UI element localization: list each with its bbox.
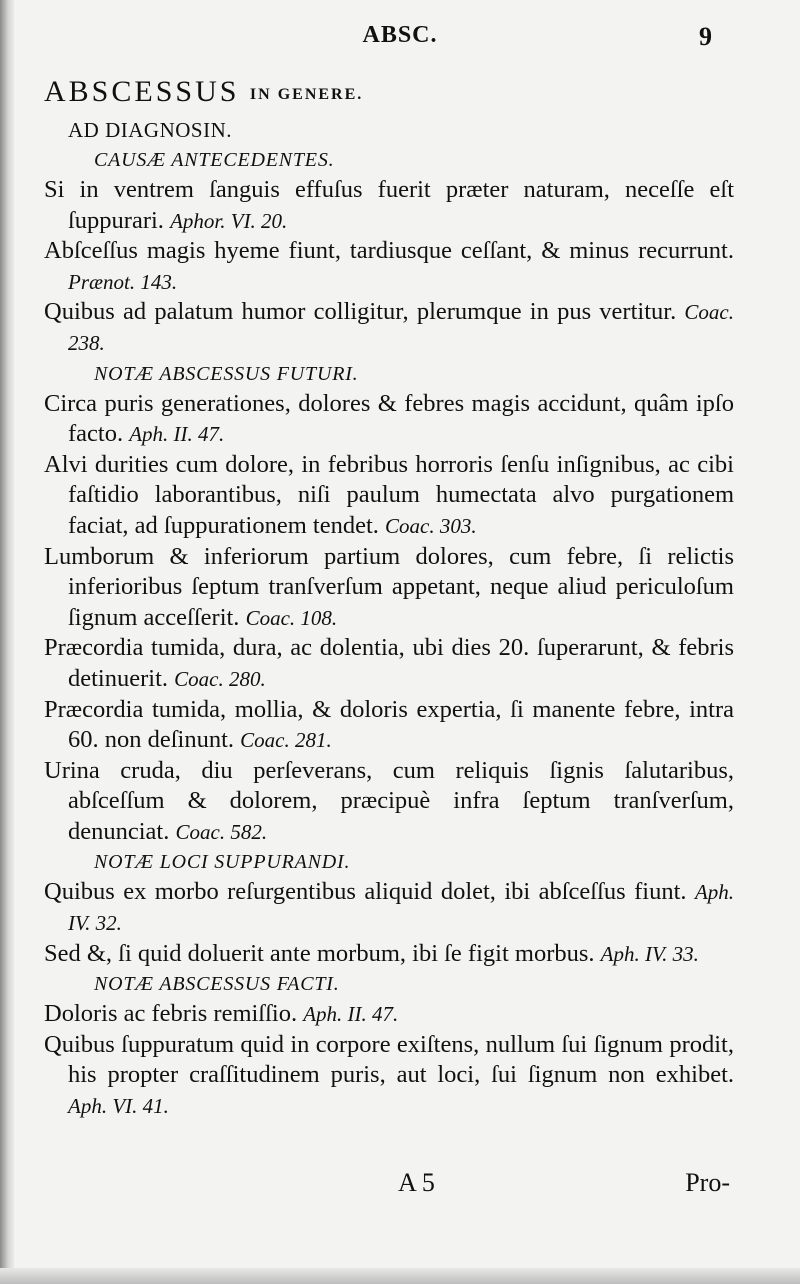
chapter-title-sub: IN GENERE. — [249, 86, 364, 103]
chapter-title-main: ABSCESSUS — [44, 75, 240, 108]
aphorism-entry — [44, 939, 734, 970]
aphorism-entry — [44, 633, 734, 694]
entry-text: Si in ventrem ſanguis effuſus fuerit præter naturam, neceſſe eſt ſuppurari. — [44, 176, 734, 234]
entry-text: Urina cruda, diu perſeverans, cum reliquis ſignis ſalutaribus, abſceſſum & dolorem, præcipuè infra ſeptum tranſverſum, denunciat. — [44, 756, 734, 845]
chapter-title — [44, 72, 734, 115]
entry-reference: Aph. II. 47. — [303, 1002, 399, 1027]
entry-text: Quibus ex morbo reſurgentibus aliquid dolet, ibi abſceſſus fiunt. — [44, 878, 687, 906]
entry-text: Sed &, ſi quid doluerit ante morbum, ibi ſe figit morbus. — [44, 939, 595, 967]
section-heading-notae-facti: NOTÆ ABSCESSUS FACTI. — [94, 973, 340, 996]
aphorism-entry — [44, 695, 734, 756]
entry-text: Abſceſſus magis hyeme fiunt, tardiusque ceſſant, & minus recurrunt. — [44, 237, 734, 265]
entry-reference: Coac. 582. — [175, 819, 268, 844]
aphorism-entry — [44, 756, 734, 848]
aphorism-entry — [44, 236, 734, 297]
aphorism-entry — [44, 877, 734, 938]
aphorism-entry — [44, 389, 734, 450]
entry-text: Præcordia tumida, dura, ac dolentia, ubi dies 20. ſuperarunt, & febris detinuerit. — [44, 634, 734, 692]
aphorism-entry — [44, 542, 734, 634]
section-heading-notae-loci: NOTÆ LOCI SUPPURANDI. — [94, 851, 351, 874]
page-gutter-shadow — [0, 0, 14, 1284]
aphorism-entry — [44, 999, 734, 1030]
entry-reference: Aphor. VI. 20. — [170, 208, 288, 233]
entry-text: Circa puris generationes, dolores & febres magis accidunt, quâm ipſo facto. — [44, 389, 734, 448]
page-header — [0, 22, 800, 62]
aphorism-entry — [44, 1030, 734, 1122]
page-body — [44, 72, 734, 1122]
page-number: 9 — [699, 22, 712, 51]
signature-mark: A 5 — [398, 1168, 435, 1197]
aphorism-entry — [44, 450, 734, 542]
section-heading-causae: CAUSÆ ANTECEDENTES. — [94, 149, 335, 171]
page-bottom-edge — [0, 1268, 800, 1284]
entry-reference: Aph. IV. 32. — [68, 880, 735, 936]
entry-text: Quibus ſuppuratum quid in corpore exiſtens, nullum ſui ſignum prodit, his propter craſſitudinem puris, aut loci, ſui ſignum non exhibet. — [44, 1030, 734, 1089]
entry-reference: Coac. 108. — [245, 605, 338, 630]
entry-text: Præcordia tumida, mollia, & doloris expertia, ſi manente febre, intra 60. non deſinunt. — [44, 695, 734, 754]
aphorism-entry — [44, 297, 734, 358]
entry-reference: Prænot. 143. — [68, 269, 178, 294]
entry-text: Lumborum & inferiorum partium dolores, cum febre, ſi relictis inferioribus ſeptum tranſverſum appetant, neque aliud periculoſum ſignum acceſſerit. — [44, 542, 734, 631]
aphorism-entry — [44, 175, 734, 236]
section-heading-ad-diagnosin: AD DIAGNOSIN. — [68, 118, 232, 142]
entry-reference: Aph. II. 47. — [129, 422, 225, 447]
entry-reference: Aph. VI. 41. — [68, 1094, 169, 1119]
running-head: ABSC. — [362, 22, 438, 48]
entry-text: Quibus ad palatum humor colligitur, plerumque in pus vertitur. — [44, 298, 677, 326]
section-heading-notae-futuri: NOTÆ ABSCESSUS FUTURI. — [94, 362, 359, 385]
entry-reference: Coac. 303. — [385, 513, 477, 538]
entry-reference: Coac. 280. — [174, 666, 266, 691]
entry-text: Alvi durities cum dolore, in febribus horroris ſenſu inſignibus, ac cibi faſtidio laborantibus, niſi paulum humectata alvo purgationem faciat, ad ſuppurationem tendet. — [44, 450, 734, 539]
catchword: Pro- — [685, 1168, 730, 1197]
entry-reference: Coac. 238. — [68, 300, 734, 355]
page-footer — [0, 1168, 800, 1204]
entry-text: Doloris ac febris remiſſio. — [44, 1000, 298, 1028]
entry-reference: Aph. IV. 33. — [600, 941, 699, 966]
entry-reference: Coac. 281. — [240, 728, 332, 753]
